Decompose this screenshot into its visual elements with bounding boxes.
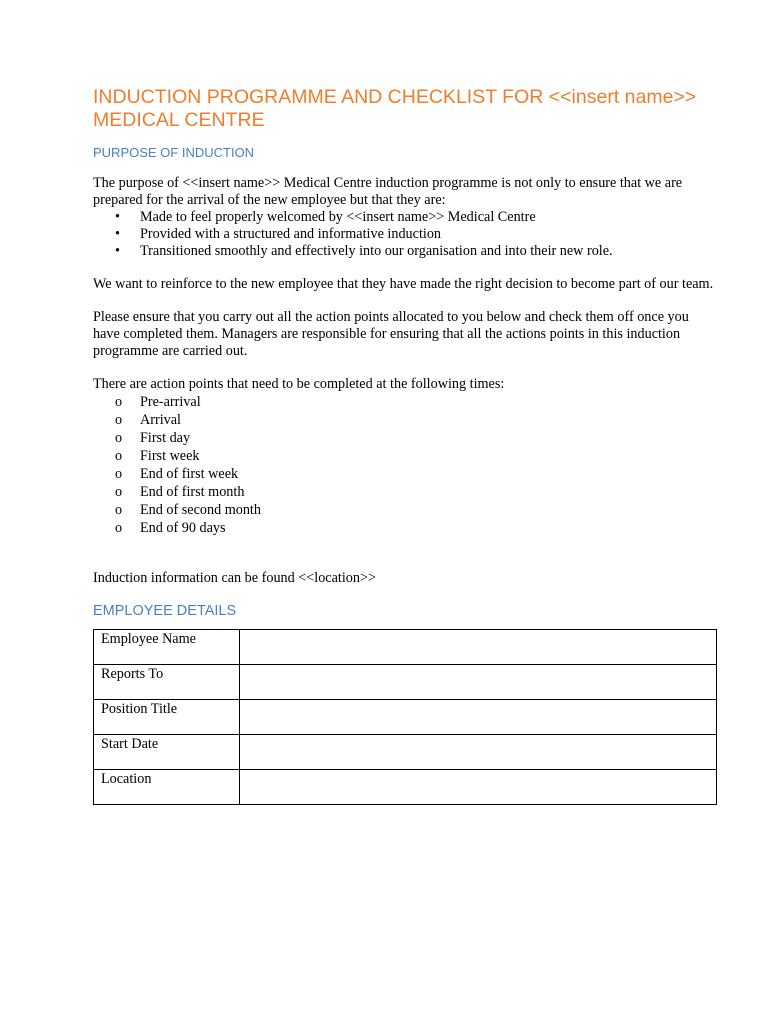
times-list [93, 393, 717, 537]
bullet-marker: • [115, 209, 120, 225]
start-date-cell[interactable] [240, 735, 717, 770]
circle-marker: o [115, 448, 123, 464]
table-row [94, 665, 717, 700]
table-row [94, 735, 717, 770]
list-item [93, 243, 717, 260]
spacer [93, 293, 717, 309]
list-item [93, 501, 717, 519]
purpose-heading: PURPOSE OF INDUCTION [93, 145, 255, 160]
times-intro: There are action points that need to be completed at the following times: [93, 376, 505, 392]
bullet-marker: • [115, 226, 120, 242]
list-item [93, 483, 717, 501]
purpose-bullet-list [93, 209, 717, 260]
row-label: Reports To [94, 665, 240, 700]
location-cell[interactable] [240, 770, 717, 805]
circle-marker: o [115, 394, 123, 410]
circle-marker: o [115, 466, 123, 482]
list-item [93, 429, 717, 447]
row-label: Employee Name [94, 630, 240, 665]
list-item [93, 465, 717, 483]
employee-name-cell[interactable] [240, 630, 717, 665]
list-item-text: First day [140, 430, 191, 446]
table-row [94, 700, 717, 735]
list-item-text: End of first month [140, 484, 245, 500]
circle-marker: o [115, 484, 123, 500]
row-label: Location [94, 770, 240, 805]
list-item-text: Made to feel properly welcomed by <<insert name>> Medical Centre [140, 209, 536, 225]
list-item-text: Pre-arrival [140, 394, 201, 410]
list-item [93, 447, 717, 465]
table-row [94, 630, 717, 665]
document-title: INDUCTION PROGRAMME AND CHECKLIST FOR <<insert name>> MEDICAL CENTRE [93, 86, 697, 131]
document-page [93, 86, 717, 805]
circle-marker: o [115, 520, 123, 536]
spacer [93, 260, 717, 276]
list-item [93, 226, 717, 243]
circle-marker: o [115, 430, 123, 446]
list-item-text: Provided with a structured and informative induction [140, 226, 442, 242]
employee-details-heading: EMPLOYEE DETAILS [93, 603, 237, 619]
list-item-text: End of first week [140, 466, 239, 482]
list-item [93, 209, 717, 226]
reinforce-paragraph: We want to reinforce to the new employee that they have made the right decision to become part of our team. [93, 276, 714, 292]
list-item [93, 519, 717, 537]
table-row [94, 770, 717, 805]
reports-to-cell[interactable] [240, 665, 717, 700]
circle-marker: o [115, 502, 123, 518]
list-item [93, 393, 717, 411]
list-item-text: First week [140, 448, 200, 464]
list-item [93, 411, 717, 429]
position-title-cell[interactable] [240, 700, 717, 735]
list-item-text: Arrival [140, 412, 181, 428]
row-label: Position Title [94, 700, 240, 735]
spacer [93, 537, 717, 570]
circle-marker: o [115, 412, 123, 428]
row-label: Start Date [94, 735, 240, 770]
bullet-marker: • [115, 243, 120, 259]
action-points-paragraph: Please ensure that you carry out all the action points allocated to you below and check them off once you have completed them. Managers are responsible for ensuring that all the actions points in this induction programme are carried out. [93, 309, 689, 359]
list-item-text: End of second month [140, 502, 261, 518]
list-item-text: End of 90 days [140, 520, 226, 536]
employee-details-table [93, 629, 717, 805]
list-item-text: Transitioned smoothly and effectively into our organisation and into their new role. [140, 243, 613, 259]
purpose-intro: The purpose of <<insert name>> Medical Centre induction programme is not only to ensure that we are prepared for the arrival of the new employee but that they are: [93, 175, 683, 208]
spacer [93, 360, 717, 376]
location-note: Induction information can be found <<location>> [93, 570, 376, 586]
